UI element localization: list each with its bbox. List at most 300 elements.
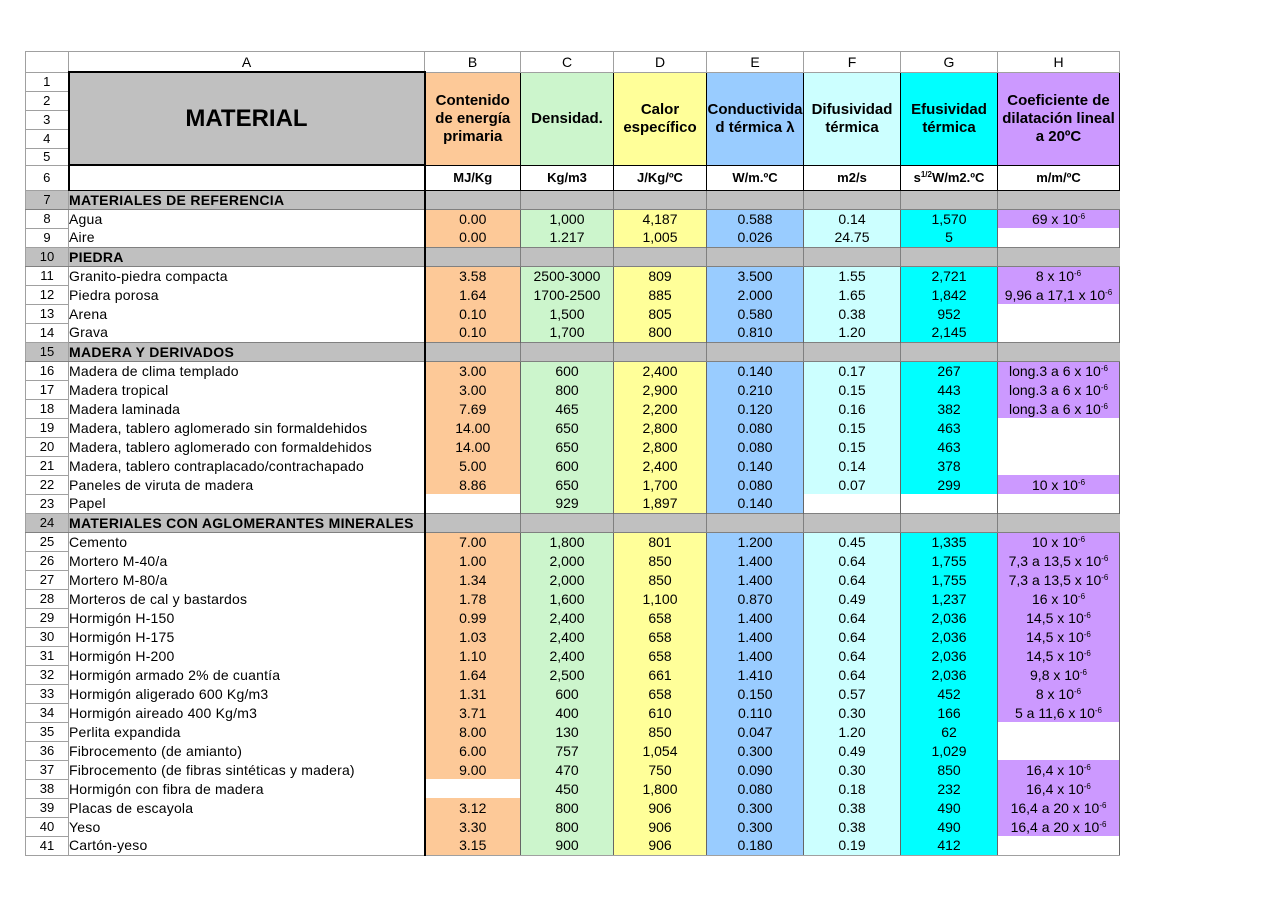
cell-h[interactable]: 16,4 a 20 x $10^{-6}$ — [998, 817, 1120, 836]
cell-b[interactable]: 1.10 — [425, 646, 521, 665]
cell-d[interactable]: 658 — [614, 684, 707, 703]
section-cell[interactable] — [901, 342, 998, 361]
cell-f[interactable]: 0.30 — [804, 760, 901, 779]
material-name[interactable]: Mortero M-80/a — [69, 570, 425, 589]
section-cell[interactable] — [998, 513, 1120, 532]
row-number[interactable]: 30 — [26, 627, 69, 646]
cell-b[interactable]: 3.58 — [425, 266, 521, 285]
cell-f[interactable]: 0.38 — [804, 817, 901, 836]
density-header[interactable]: Densidad. — [521, 72, 614, 165]
cell-f[interactable]: 0.07 — [804, 475, 901, 494]
cell-b[interactable]: 6.00 — [425, 741, 521, 760]
row-number[interactable]: 41 — [26, 836, 69, 855]
cell-c[interactable]: 1,700 — [521, 323, 614, 342]
row-number[interactable]: 40 — [26, 817, 69, 836]
cell-e[interactable]: 1.400 — [707, 608, 804, 627]
cell-f[interactable]: 0.64 — [804, 665, 901, 684]
cell-b[interactable]: 3.30 — [425, 817, 521, 836]
cell-e[interactable]: 3.500 — [707, 266, 804, 285]
cell-f[interactable]: 0.64 — [804, 551, 901, 570]
section-cell[interactable] — [901, 190, 998, 209]
cell-f[interactable]: 0.30 — [804, 703, 901, 722]
cell-e[interactable]: 1.200 — [707, 532, 804, 551]
cell-b[interactable] — [425, 494, 521, 513]
cell-g[interactable]: 2,036 — [901, 665, 998, 684]
cell-g[interactable]: 1,335 — [901, 532, 998, 551]
row-number[interactable]: 14 — [26, 323, 69, 342]
material-name[interactable]: Mortero M-40/a — [69, 551, 425, 570]
cell-e[interactable]: 0.210 — [707, 380, 804, 399]
cell-f[interactable]: 0.14 — [804, 209, 901, 228]
unit-cell-a[interactable] — [69, 165, 425, 190]
material-name[interactable]: Madera, tablero contraplacado/contrachapado — [69, 456, 425, 475]
cell-c[interactable]: 2,500 — [521, 665, 614, 684]
cell-f[interactable]: 1.20 — [804, 323, 901, 342]
cell-b[interactable]: 1.00 — [425, 551, 521, 570]
cell-h[interactable]: 16,4 x $10^{-6}$ — [998, 779, 1120, 798]
cell-d[interactable]: 658 — [614, 608, 707, 627]
cell-c[interactable]: 650 — [521, 437, 614, 456]
row-number[interactable]: 18 — [26, 399, 69, 418]
section-cell[interactable] — [998, 342, 1120, 361]
row-number[interactable]: 35 — [26, 722, 69, 741]
column-header-e[interactable]: E — [707, 52, 804, 73]
cell-h[interactable]: 16,4 a 20 x $10^{-6}$ — [998, 798, 1120, 817]
row-number[interactable]: 39 — [26, 798, 69, 817]
cell-c[interactable]: 600 — [521, 684, 614, 703]
energy-header[interactable]: Contenido de energía primaria — [425, 72, 521, 165]
cell-g[interactable]: 1,237 — [901, 589, 998, 608]
cell-h[interactable]: long.3 a 6 x $10^{-6}$ — [998, 361, 1120, 380]
cell-g[interactable]: 1,842 — [901, 285, 998, 304]
cell-d[interactable]: 2,400 — [614, 456, 707, 475]
material-name[interactable]: Paneles de viruta de madera — [69, 475, 425, 494]
cell-b[interactable]: 14.00 — [425, 418, 521, 437]
cell-h[interactable]: 14,5 x $10^{-6}$ — [998, 608, 1120, 627]
material-name[interactable]: Fibrocemento (de amianto) — [69, 741, 425, 760]
cell-e[interactable]: 0.810 — [707, 323, 804, 342]
material-name[interactable]: Agua — [69, 209, 425, 228]
section-cell[interactable] — [804, 342, 901, 361]
cell-f[interactable]: 0.64 — [804, 646, 901, 665]
cell-h[interactable]: long.3 a 6 x $10^{-6}$ — [998, 380, 1120, 399]
cell-g[interactable]: 62 — [901, 722, 998, 741]
row-number[interactable]: 29 — [26, 608, 69, 627]
cell-g[interactable]: 850 — [901, 760, 998, 779]
cell-h[interactable]: 16,4 x $10^{-6}$ — [998, 760, 1120, 779]
cell-d[interactable]: 2,400 — [614, 361, 707, 380]
material-name[interactable]: Cemento — [69, 532, 425, 551]
cell-h[interactable] — [998, 741, 1120, 760]
material-name[interactable]: Hormigón H-175 — [69, 627, 425, 646]
cell-b[interactable]: 5.00 — [425, 456, 521, 475]
cell-e[interactable]: 0.047 — [707, 722, 804, 741]
cell-c[interactable]: 1,600 — [521, 589, 614, 608]
cell-f[interactable]: 0.15 — [804, 437, 901, 456]
section-title[interactable]: MATERIALES DE REFERENCIA — [69, 190, 425, 209]
cell-d[interactable]: 1,700 — [614, 475, 707, 494]
cell-c[interactable]: 600 — [521, 361, 614, 380]
material-name[interactable]: Morteros de cal y bastardos — [69, 589, 425, 608]
cell-h[interactable] — [998, 304, 1120, 323]
cell-g[interactable]: 952 — [901, 304, 998, 323]
cell-g[interactable]: 2,721 — [901, 266, 998, 285]
material-name[interactable]: Hormigón H-200 — [69, 646, 425, 665]
cell-b[interactable]: 7.69 — [425, 399, 521, 418]
cell-g[interactable]: 463 — [901, 418, 998, 437]
cell-b[interactable]: 1.31 — [425, 684, 521, 703]
cell-d[interactable]: 2,900 — [614, 380, 707, 399]
section-cell[interactable] — [998, 247, 1120, 266]
material-name[interactable]: Hormigón con fibra de madera — [69, 779, 425, 798]
section-cell[interactable] — [707, 190, 804, 209]
cell-c[interactable]: 800 — [521, 798, 614, 817]
row-number[interactable]: 7 — [26, 190, 69, 209]
cell-e[interactable]: 0.090 — [707, 760, 804, 779]
section-cell[interactable] — [614, 342, 707, 361]
cell-d[interactable]: 885 — [614, 285, 707, 304]
cell-f[interactable]: 0.16 — [804, 399, 901, 418]
cell-c[interactable]: 1,500 — [521, 304, 614, 323]
expansion-header[interactable]: Coeficiente de dilatación lineal a 20ºC — [998, 72, 1120, 165]
cell-b[interactable]: 0.99 — [425, 608, 521, 627]
cell-g[interactable] — [901, 494, 998, 513]
cell-g[interactable]: 382 — [901, 399, 998, 418]
cell-d[interactable]: 658 — [614, 646, 707, 665]
section-title[interactable]: MADERA Y DERIVADOS — [69, 342, 425, 361]
cell-c[interactable]: 800 — [521, 380, 614, 399]
row-number[interactable]: 38 — [26, 779, 69, 798]
section-cell[interactable] — [614, 513, 707, 532]
cell-h[interactable]: 8 x $10^{-6}$ — [998, 684, 1120, 703]
unit-diffusivity[interactable]: m2/s — [804, 165, 901, 190]
cell-e[interactable]: 0.588 — [707, 209, 804, 228]
section-cell[interactable] — [425, 342, 521, 361]
cell-d[interactable]: 2,800 — [614, 437, 707, 456]
section-cell[interactable] — [707, 342, 804, 361]
cell-c[interactable]: 2,000 — [521, 551, 614, 570]
cell-h[interactable]: 16 x $10^{-6}$ — [998, 589, 1120, 608]
section-cell[interactable] — [521, 342, 614, 361]
material-name[interactable]: Madera de clima templado — [69, 361, 425, 380]
row-number[interactable]: 13 — [26, 304, 69, 323]
cell-g[interactable]: 1,570 — [901, 209, 998, 228]
cell-b[interactable]: 3.12 — [425, 798, 521, 817]
material-name[interactable]: Papel — [69, 494, 425, 513]
section-cell[interactable] — [614, 247, 707, 266]
cell-g[interactable]: 1,755 — [901, 570, 998, 589]
cell-b[interactable]: 7.00 — [425, 532, 521, 551]
row-number[interactable]: 6 — [26, 165, 69, 190]
row-number[interactable]: 21 — [26, 456, 69, 475]
row-number[interactable]: 16 — [26, 361, 69, 380]
cell-c[interactable]: 1.217 — [521, 228, 614, 247]
cell-b[interactable]: 8.86 — [425, 475, 521, 494]
material-name[interactable]: Yeso — [69, 817, 425, 836]
cell-b[interactable]: 3.71 — [425, 703, 521, 722]
cell-h[interactable]: 69 x $10^{-6}$ — [998, 209, 1120, 228]
material-name[interactable]: Aire — [69, 228, 425, 247]
row-number[interactable]: 9 — [26, 228, 69, 247]
cell-h[interactable]: long.3 a 6 x $10^{-6}$ — [998, 399, 1120, 418]
section-cell[interactable] — [425, 190, 521, 209]
cell-d[interactable]: 1,800 — [614, 779, 707, 798]
cell-d[interactable]: 658 — [614, 627, 707, 646]
row-number[interactable]: 8 — [26, 209, 69, 228]
row-number[interactable]: 11 — [26, 266, 69, 285]
cell-f[interactable]: 0.49 — [804, 741, 901, 760]
cell-c[interactable]: 600 — [521, 456, 614, 475]
cell-h[interactable] — [998, 836, 1120, 855]
cell-e[interactable]: 0.300 — [707, 817, 804, 836]
cell-c[interactable]: 1,800 — [521, 532, 614, 551]
cell-f[interactable]: 0.38 — [804, 304, 901, 323]
cell-b[interactable]: 0.00 — [425, 209, 521, 228]
cell-c[interactable]: 2,000 — [521, 570, 614, 589]
cell-h[interactable] — [998, 722, 1120, 741]
cell-d[interactable]: 906 — [614, 798, 707, 817]
cell-b[interactable]: 1.78 — [425, 589, 521, 608]
row-number[interactable]: 36 — [26, 741, 69, 760]
cell-c[interactable]: 929 — [521, 494, 614, 513]
row-number[interactable]: 15 — [26, 342, 69, 361]
row-number[interactable]: 4 — [26, 129, 69, 148]
row-number[interactable]: 33 — [26, 684, 69, 703]
cell-b[interactable]: 8.00 — [425, 722, 521, 741]
section-cell[interactable] — [521, 247, 614, 266]
cell-d[interactable]: 850 — [614, 570, 707, 589]
cell-f[interactable]: 0.64 — [804, 570, 901, 589]
cell-b[interactable]: 0.10 — [425, 323, 521, 342]
row-number[interactable]: 22 — [26, 475, 69, 494]
unit-conductivity[interactable]: W/m.ºC — [707, 165, 804, 190]
cell-e[interactable]: 1.400 — [707, 646, 804, 665]
cell-d[interactable]: 2,200 — [614, 399, 707, 418]
unit-effusivity[interactable]: $s^{1/2}W/m2.ºC$ — [901, 165, 998, 190]
cell-b[interactable]: 1.64 — [425, 665, 521, 684]
cell-c[interactable]: 1700-2500 — [521, 285, 614, 304]
cell-d[interactable]: 850 — [614, 722, 707, 741]
cell-g[interactable]: 490 — [901, 817, 998, 836]
column-header-a[interactable]: A — [69, 52, 425, 73]
cell-e[interactable]: 0.080 — [707, 418, 804, 437]
specific-heat-header[interactable]: Calor específico — [614, 72, 707, 165]
cell-e[interactable]: 0.300 — [707, 798, 804, 817]
cell-g[interactable]: 378 — [901, 456, 998, 475]
cell-b[interactable]: 0.00 — [425, 228, 521, 247]
cell-f[interactable]: 0.64 — [804, 608, 901, 627]
material-name[interactable]: Cartón-yeso — [69, 836, 425, 855]
cell-e[interactable]: 0.580 — [707, 304, 804, 323]
section-cell[interactable] — [707, 513, 804, 532]
conductivity-header[interactable]: Conductividad térmica λ — [707, 72, 804, 165]
cell-b[interactable]: 0.10 — [425, 304, 521, 323]
cell-d[interactable]: 800 — [614, 323, 707, 342]
cell-g[interactable]: 2,036 — [901, 608, 998, 627]
cell-h[interactable]: 5 a 11,6 x $10^{-6}$ — [998, 703, 1120, 722]
cell-b[interactable]: 1.34 — [425, 570, 521, 589]
column-header-b[interactable]: B — [425, 52, 521, 73]
material-name[interactable]: Fibrocemento (de fibras sintéticas y madera) — [69, 760, 425, 779]
cell-h[interactable]: 7,3 a 13,5 x $10^{-6}$ — [998, 570, 1120, 589]
cell-e[interactable]: 0.120 — [707, 399, 804, 418]
cell-g[interactable]: 443 — [901, 380, 998, 399]
cell-c[interactable]: 1,000 — [521, 209, 614, 228]
row-number[interactable]: 37 — [26, 760, 69, 779]
row-number[interactable]: 2 — [26, 91, 69, 110]
row-number[interactable]: 19 — [26, 418, 69, 437]
cell-e[interactable]: 0.080 — [707, 779, 804, 798]
cell-e[interactable]: 0.026 — [707, 228, 804, 247]
cell-f[interactable]: 0.49 — [804, 589, 901, 608]
cell-e[interactable]: 0.140 — [707, 361, 804, 380]
row-number[interactable]: 20 — [26, 437, 69, 456]
cell-c[interactable]: 450 — [521, 779, 614, 798]
cell-g[interactable]: 166 — [901, 703, 998, 722]
material-name[interactable]: Madera tropical — [69, 380, 425, 399]
cell-c[interactable]: 465 — [521, 399, 614, 418]
cell-e[interactable]: 1.400 — [707, 627, 804, 646]
cell-e[interactable]: 0.080 — [707, 437, 804, 456]
cell-c[interactable]: 2,400 — [521, 608, 614, 627]
cell-g[interactable]: 267 — [901, 361, 998, 380]
cell-g[interactable]: 2,036 — [901, 646, 998, 665]
cell-h[interactable] — [998, 494, 1120, 513]
cell-d[interactable]: 2,800 — [614, 418, 707, 437]
cell-f[interactable]: 0.15 — [804, 380, 901, 399]
cell-e[interactable]: 1.400 — [707, 551, 804, 570]
cell-f[interactable]: 0.18 — [804, 779, 901, 798]
cell-d[interactable]: 610 — [614, 703, 707, 722]
cell-b[interactable] — [425, 779, 521, 798]
section-title[interactable]: PIEDRA — [69, 247, 425, 266]
cell-h[interactable]: 14,5 x $10^{-6}$ — [998, 627, 1120, 646]
cell-f[interactable]: 1.20 — [804, 722, 901, 741]
cell-c[interactable]: 400 — [521, 703, 614, 722]
cell-b[interactable]: 14.00 — [425, 437, 521, 456]
cell-d[interactable]: 906 — [614, 836, 707, 855]
cell-d[interactable]: 1,897 — [614, 494, 707, 513]
cell-e[interactable]: 1.400 — [707, 570, 804, 589]
cell-e[interactable]: 0.140 — [707, 456, 804, 475]
cell-h[interactable] — [998, 456, 1120, 475]
cell-d[interactable]: 4,187 — [614, 209, 707, 228]
cell-h[interactable]: 9,96 a 17,1 x $10^{-6}$ — [998, 285, 1120, 304]
cell-f[interactable]: 1.65 — [804, 285, 901, 304]
material-name[interactable]: Madera, tablero aglomerado con formaldehidos — [69, 437, 425, 456]
cell-f[interactable]: 0.19 — [804, 836, 901, 855]
unit-density[interactable]: Kg/m3 — [521, 165, 614, 190]
unit-expansion[interactable]: m/m/ºC — [998, 165, 1120, 190]
unit-energy[interactable]: MJ/Kg — [425, 165, 521, 190]
row-number[interactable]: 17 — [26, 380, 69, 399]
cell-f[interactable]: 1.55 — [804, 266, 901, 285]
cell-c[interactable]: 130 — [521, 722, 614, 741]
cell-e[interactable]: 2.000 — [707, 285, 804, 304]
cell-f[interactable]: 24.75 — [804, 228, 901, 247]
cell-g[interactable]: 412 — [901, 836, 998, 855]
row-number[interactable]: 34 — [26, 703, 69, 722]
section-cell[interactable] — [804, 247, 901, 266]
row-number[interactable]: 28 — [26, 589, 69, 608]
column-header-g[interactable]: G — [901, 52, 998, 73]
section-cell[interactable] — [521, 190, 614, 209]
unit-specific-heat[interactable]: J/Kg/ºC — [614, 165, 707, 190]
row-number[interactable]: 25 — [26, 532, 69, 551]
cell-g[interactable]: 463 — [901, 437, 998, 456]
cell-c[interactable]: 2,400 — [521, 646, 614, 665]
cell-g[interactable]: 452 — [901, 684, 998, 703]
cell-c[interactable]: 650 — [521, 418, 614, 437]
cell-f[interactable]: 0.14 — [804, 456, 901, 475]
material-name[interactable]: Hormigón H-150 — [69, 608, 425, 627]
diffusivity-header[interactable]: Difusividad térmica — [804, 72, 901, 165]
cell-h[interactable] — [998, 418, 1120, 437]
cell-g[interactable]: 1,755 — [901, 551, 998, 570]
section-cell[interactable] — [804, 513, 901, 532]
cell-d[interactable]: 809 — [614, 266, 707, 285]
material-name[interactable]: Piedra porosa — [69, 285, 425, 304]
row-number[interactable]: 10 — [26, 247, 69, 266]
cell-g[interactable]: 1,029 — [901, 741, 998, 760]
row-number[interactable]: 27 — [26, 570, 69, 589]
cell-c[interactable]: 2,400 — [521, 627, 614, 646]
section-cell[interactable] — [521, 513, 614, 532]
material-header[interactable]: MATERIAL — [69, 72, 425, 165]
row-number[interactable]: 23 — [26, 494, 69, 513]
cell-b[interactable]: 1.03 — [425, 627, 521, 646]
cell-c[interactable]: 757 — [521, 741, 614, 760]
cell-d[interactable]: 906 — [614, 817, 707, 836]
cell-d[interactable]: 1,100 — [614, 589, 707, 608]
material-name[interactable]: Madera, tablero aglomerado sin formaldehidos — [69, 418, 425, 437]
cell-f[interactable]: 0.17 — [804, 361, 901, 380]
cell-b[interactable]: 3.15 — [425, 836, 521, 855]
material-name[interactable]: Hormigón aligerado 600 Kg/m3 — [69, 684, 425, 703]
section-cell[interactable] — [425, 247, 521, 266]
cell-c[interactable]: 2500-3000 — [521, 266, 614, 285]
cell-h[interactable]: 10 x $10^{-6}$ — [998, 532, 1120, 551]
cell-e[interactable]: 0.080 — [707, 475, 804, 494]
cell-f[interactable]: 0.15 — [804, 418, 901, 437]
row-number[interactable]: 3 — [26, 110, 69, 129]
cell-h[interactable] — [998, 228, 1120, 247]
row-number[interactable]: 26 — [26, 551, 69, 570]
cell-g[interactable]: 5 — [901, 228, 998, 247]
column-header-c[interactable]: C — [521, 52, 614, 73]
section-cell[interactable] — [998, 190, 1120, 209]
cell-d[interactable]: 801 — [614, 532, 707, 551]
material-name[interactable]: Placas de escayola — [69, 798, 425, 817]
material-name[interactable]: Granito-piedra compacta — [69, 266, 425, 285]
section-cell[interactable] — [707, 247, 804, 266]
cell-d[interactable]: 1,054 — [614, 741, 707, 760]
column-header-d[interactable]: D — [614, 52, 707, 73]
cell-h[interactable] — [998, 323, 1120, 342]
material-name[interactable]: Madera laminada — [69, 399, 425, 418]
section-title[interactable]: MATERIALES CON AGLOMERANTES MINERALES — [69, 513, 425, 532]
cell-e[interactable]: 1.410 — [707, 665, 804, 684]
material-name[interactable]: Perlita expandida — [69, 722, 425, 741]
cell-b[interactable]: 9.00 — [425, 760, 521, 779]
row-number[interactable]: 12 — [26, 285, 69, 304]
cell-f[interactable]: 0.45 — [804, 532, 901, 551]
cell-g[interactable]: 490 — [901, 798, 998, 817]
section-cell[interactable] — [614, 190, 707, 209]
cell-d[interactable]: 750 — [614, 760, 707, 779]
cell-d[interactable]: 1,005 — [614, 228, 707, 247]
cell-g[interactable]: 2,036 — [901, 627, 998, 646]
